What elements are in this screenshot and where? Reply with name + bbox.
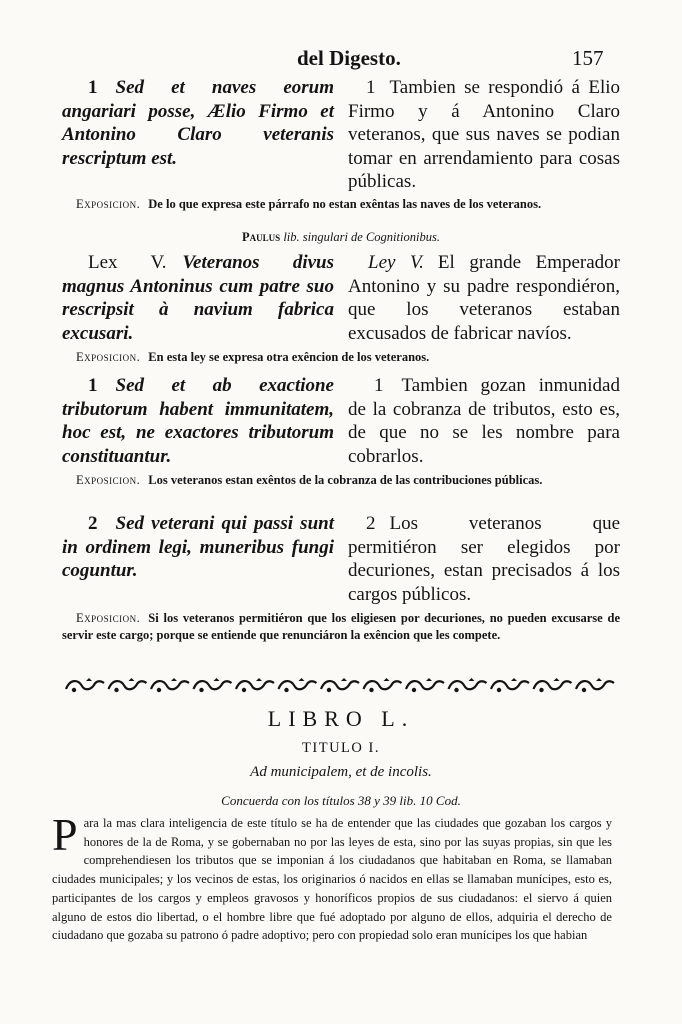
spanish-text: Tambien gozan inmunidad de la cobranza de tributos, esto es, de que no se les nombre para cobrarlos. — [348, 375, 620, 467]
ornament-motif — [364, 678, 402, 692]
source-work: lib. singulari de Cognitionibus. — [283, 230, 440, 244]
latin-column — [62, 76, 334, 170]
ornament-motif — [236, 678, 274, 692]
latin-column — [62, 512, 334, 583]
paragraph-2 — [62, 374, 620, 470]
exposicion-2 — [62, 349, 620, 366]
ornament-motif — [151, 678, 189, 692]
latin-text: Sed veterani qui passi sunt in ordinem legi, muneribus fungi coguntur. — [62, 513, 334, 581]
running-title: del Digesto. — [297, 46, 401, 70]
latin-column — [62, 251, 334, 345]
exposicion-4 — [62, 610, 620, 644]
latin-column — [62, 374, 334, 468]
paragraph-1 — [62, 76, 620, 196]
page-number: 157 — [572, 46, 604, 70]
concordance-note: Concuerda con los títulos 38 y 39 lib. 10 Cod. — [221, 793, 461, 808]
paragraph-number: 1 — [374, 375, 384, 396]
exposicion-text: Los veteranos estan exêntos de la cobranza de las contribuciones públicas. — [148, 473, 543, 487]
exposicion-1 — [62, 196, 620, 213]
book-title: LIBRO L. — [267, 706, 415, 731]
source-citation — [0, 230, 682, 245]
latin-text: Veteranos divus magnus Antoninus cum patre suo rescripsit à navium fabrica excusari. — [62, 252, 334, 344]
ornament-motif — [576, 678, 614, 692]
spanish-text: El grande Emperador Antonino y su padre respondiéron, que los veteranos estaban excusados de fabricar navíos. — [348, 252, 621, 344]
latin-text: Sed et ab exactione tributorum habent immunitatem, hoc est, ne exactores tributorum constituantur. — [62, 375, 334, 467]
ornament-motif — [449, 678, 487, 692]
paragraph-number: 1 — [88, 77, 98, 98]
paragraph-number: 2 — [88, 513, 98, 534]
ornament-divider — [62, 675, 620, 697]
exposicion-label: Exposicion. — [76, 350, 141, 364]
ornament-motif — [406, 678, 444, 692]
ornament-motif — [194, 678, 232, 692]
titulo-heading: TITULO I. — [302, 740, 380, 756]
exposicion-label: Exposicion. — [76, 611, 141, 625]
drop-cap: P — [52, 809, 78, 860]
ornament-motif — [321, 678, 359, 692]
ornament-motif — [534, 678, 572, 692]
exposicion-label: Exposicion. — [76, 473, 141, 487]
source-author: Paulus — [242, 230, 281, 244]
paragraph-number: 2 — [366, 513, 376, 534]
body-text: ara la mas clara inteligencia de este título se ha de entender que las ciudades que gozaban los cargos y honores de la de Roma, y se gobernaban no por las leyes de esta, sino por las suyas propias, sin que les comprehendiesen los tributos que se imponian á los ciudadanos que habitaban en Roma, se llamaban ciudades municipales; y los vecinos de estas, los originarios ó nacidos en ellas se llamaban munícipes, esto es, participantes de los cargos y empleos gravosos y honoríficos propios de sus ciudadanos: el siervo á quien alguno de estos dio libertad, o el hombre libre que fué adoptado por alguno de ellos, adquiria el derecho de ciudadano que gozaba su patrono ó padre adoptivo; pero con propiedad solo eran munícipes los que habian — [52, 816, 612, 943]
spanish-column — [348, 512, 620, 606]
body-paragraph — [52, 809, 612, 945]
spanish-text: Tambien se respondió á Elio Firmo y á Antonino Claro veteranos, que sus naves se podian tomar en arrendamiento para cosas públicas. — [348, 77, 620, 192]
lex-label: Lex V. — [88, 252, 167, 273]
ornament-motif — [279, 678, 317, 692]
ornament-motif — [66, 678, 104, 692]
exposicion-text: Si los veteranos permitiéron que los eligiesen por decuriones, no pueden excusarse de servir este cargo; porque se entiende que renunciáron la exêncion que les compete. — [62, 611, 620, 642]
paragraph-number: 1 — [366, 77, 376, 98]
ornament-motif — [109, 678, 147, 692]
latin-text: Sed et naves eorum angariari posse, Ælio Firmo et Antonino Claro veteranis rescriptum est. — [62, 77, 334, 169]
titulo-subtitle: Ad municipalem, et de incolis. — [250, 764, 432, 780]
spanish-column — [348, 76, 620, 194]
paragraph-number: 1 — [88, 375, 98, 396]
spanish-column — [348, 374, 620, 468]
paragraph-3 — [62, 512, 620, 608]
ornament-motif — [491, 678, 529, 692]
ley-label: Ley V. — [368, 252, 424, 273]
exposicion-text: De lo que expresa este párrafo no estan exêntas las naves de los veteranos. — [148, 197, 542, 211]
spanish-column — [348, 251, 620, 345]
exposicion-label: Exposicion. — [76, 197, 141, 211]
lex-5 — [62, 251, 620, 347]
exposicion-text: En esta ley se expresa otra exêncion de los veteranos. — [148, 350, 430, 364]
exposicion-3 — [62, 472, 620, 489]
page-header — [0, 46, 682, 76]
spanish-text: Los veteranos que permitiéron ser elegidos por decuriones, estan precisados á los cargos públicos. — [348, 513, 620, 605]
